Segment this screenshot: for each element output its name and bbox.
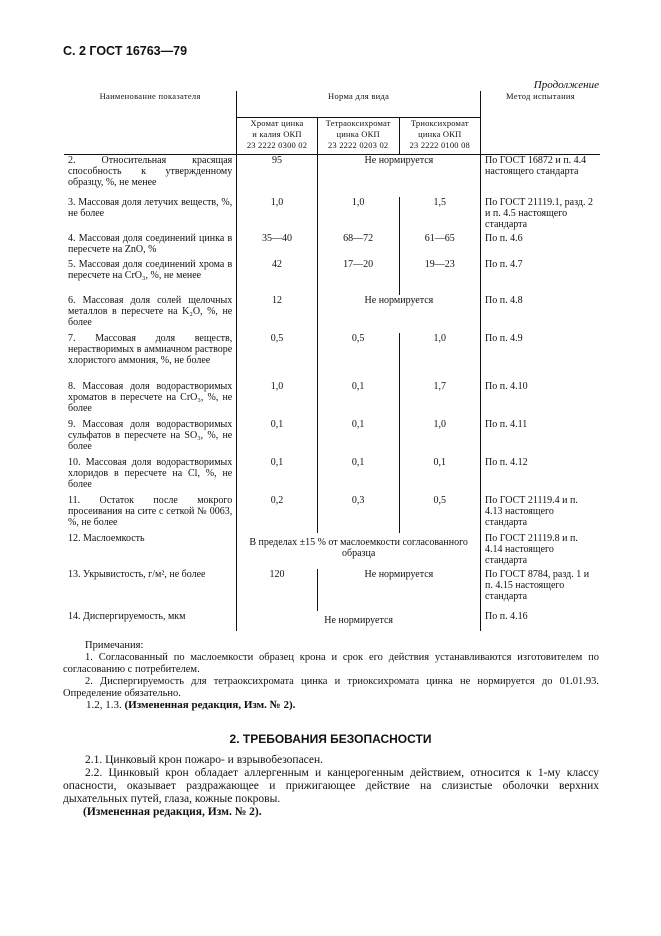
table-row (64, 381, 600, 419)
section-title: 2. ТРЕБОВАНИЯ БЕЗОПАСНОСТИ (229, 732, 432, 746)
norm-col-b: 0,1 (317, 419, 399, 457)
col-b-line2: цинка ОКП (336, 129, 380, 139)
indicator-name: 14. Диспергируемость, мкм (64, 611, 237, 631)
test-method: По п. 4.7 (481, 259, 600, 295)
test-method: По п. 4.10 (481, 381, 600, 419)
norm-col-a: 0,1 (270, 418, 284, 430)
norm-col-a: 1,0 (270, 196, 284, 208)
section-body (63, 754, 599, 819)
test-method: По п. 4.16 (481, 611, 600, 631)
col-a-line3: 23 2222 0300 02 (246, 140, 308, 150)
col-a-line2: и калия ОКП (252, 129, 302, 139)
indicator-name: 13. Укрывистость, г/м², не более (64, 569, 237, 611)
table-row (64, 419, 600, 457)
norm-col-c: 0,1 (399, 457, 481, 495)
indicator-name: 11. Остаток после мокрого просеивания на сите с сеткой № 0063, %, не более (64, 495, 237, 533)
paragraph-2-1: 2.1. Цинковый крон пожаро- и взрывобезопасен. (85, 754, 324, 766)
note-1: 1. Согласованный по маслоемкости образец крона и срок его действия устанавливаются изготовителем по согласованию с потребителем. (63, 652, 599, 675)
norm-col-b: 0,1 (317, 381, 399, 419)
table-row (64, 457, 600, 495)
norm-col-a: 0,2 (270, 494, 284, 506)
amendment-1 (86, 699, 295, 711)
amendment-1-ref: 1.2, 1.3. (86, 699, 122, 711)
test-method: По ГОСТ 16872 и п. 4.4 настоящего стандарта (481, 155, 600, 197)
col-b-line1: Тетраоксихромат (325, 118, 391, 128)
amendment-2: (Измененная редакция, Изм. № 2). (83, 806, 262, 818)
indicator-name: 12. Маслоемкость (64, 533, 237, 569)
table-row (64, 259, 600, 295)
table-row (64, 533, 600, 569)
note-2: 2. Диспергируемость для тетраоксихромата цинка и триоксихромата цинка не нормируется до 01.01.93. Определение обязательно. (63, 676, 599, 699)
indicator-name: 10. Массовая доля водорастворимых хлоридов в пересчете на Cl, %, не более (64, 457, 237, 495)
test-method: По п. 4.9 (481, 333, 600, 381)
indicator-name: 8. Массовая доля водорастворимых хроматов в пересчете на CrO₃, %, не более (64, 381, 237, 419)
table-row (64, 155, 600, 197)
header-method: Метод испытания (481, 91, 600, 155)
indicator-name: 3. Массовая доля летучих веществ, %, не более (64, 197, 237, 233)
indicator-name: 5. Массовая доля соединений хрома в пересчете на CrO₃, %, не менее (64, 259, 237, 295)
norm-merged: Не нормируется (317, 155, 480, 197)
norm-merged-all: В пределах ±15 % от маслоемкости согласованного образца (249, 536, 468, 559)
notes (63, 640, 599, 700)
norm-col-b: 68—72 (317, 233, 399, 259)
norm-merged-all: Не нормируется (324, 614, 394, 626)
header-col-c (399, 118, 481, 155)
norm-col-b: 17—20 (317, 259, 399, 295)
norm-col-c: 1,7 (399, 381, 481, 419)
test-method: По п. 4.12 (481, 457, 600, 495)
test-method: По ГОСТ 21119.4 и п. 4.13 настоящего стандарта (481, 495, 600, 533)
norm-col-a: 0,5 (270, 332, 284, 344)
table-row (64, 495, 600, 533)
header-col-a (237, 118, 318, 155)
norm-col-a: 35—40 (262, 232, 293, 244)
test-method: По ГОСТ 21119.1, разд. 2 и п. 4.5 настоящего стандарта (481, 197, 600, 233)
col-c-line2: цинка ОКП (418, 129, 462, 139)
table-row (64, 233, 600, 259)
col-c-line1: Триоксихромат (410, 118, 469, 128)
test-method: По п. 4.11 (481, 419, 600, 457)
amendment-1-text: (Измененная редакция, Изм. № 2). (124, 699, 296, 711)
page-header: С. 2 ГОСТ 16763—79 (63, 44, 188, 58)
norm-col-a: 1,0 (270, 380, 284, 392)
indicator-name: 7. Массовая доля веществ, нерастворимых в аммиачном растворе хлористого аммония, %, не более (64, 333, 237, 381)
indicators-table (64, 91, 600, 631)
test-method: По п. 4.6 (481, 233, 600, 259)
norm-col-c: 1,0 (399, 333, 481, 381)
col-a-line1: Хромат цинка (250, 118, 304, 128)
norm-col-a: 120 (269, 568, 285, 580)
norm-col-a: 0,1 (270, 456, 284, 468)
table-row (64, 333, 600, 381)
norm-col-c: 61—65 (399, 233, 481, 259)
indicator-name: 9. Массовая доля водорастворимых сульфатов в пересчете на SO₃, %, не более (64, 419, 237, 457)
norm-col-a: 12 (272, 294, 283, 306)
notes-title: Примечания: (85, 640, 144, 651)
table-row (64, 295, 600, 333)
indicator-name: 2. Относительная красящая способность к утвержденному образцу, %, не менее (64, 155, 237, 197)
paragraph-2-2: 2.2. Цинковый крон обладает аллергенным и канцерогенным действием, относится к 1-му классу опасности, оказывает раздражающее и прижигающее действие на слизистые оболочки верхних дыхательных путей, глаза, кожные покровы. (63, 767, 599, 805)
norm-col-c: 1,0 (399, 419, 481, 457)
norm-col-b: 0,5 (317, 333, 399, 381)
norm-col-c: 0,5 (399, 495, 481, 533)
test-method: По ГОСТ 8784, разд. 1 и п. 4.15 настоящего стандарта (481, 569, 600, 611)
norm-col-a: 95 (272, 155, 283, 166)
indicator-name: 6. Массовая доля солей щелочных металлов в пересчете на K₂O, %, не более (64, 295, 237, 333)
table-row (64, 611, 600, 631)
norm-merged: Не нормируется (317, 569, 480, 611)
norm-col-b: 0,3 (317, 495, 399, 533)
norm-col-c: 19—23 (399, 259, 481, 295)
norm-col-b: 0,1 (317, 457, 399, 495)
table-row (64, 569, 600, 611)
norm-col-a: 42 (272, 258, 283, 270)
col-b-line3: 23 2222 0203 02 (327, 140, 389, 150)
header-indicator-name: Наименование показателя (64, 91, 237, 155)
header-col-b (317, 118, 399, 155)
table-row (64, 197, 600, 233)
norm-col-c: 1,5 (399, 197, 481, 233)
indicator-name: 4. Массовая доля соединений цинка в пересчете на ZnO, % (64, 233, 237, 259)
continuation-label: Продолжение (533, 79, 599, 91)
norm-col-b: 1,0 (317, 197, 399, 233)
header-norm: Норма для вида (237, 91, 481, 118)
test-method: По ГОСТ 21119.8 и п. 4.14 настоящего стандарта (481, 533, 600, 569)
test-method: По п. 4.8 (481, 295, 600, 333)
norm-merged: Не нормируется (317, 295, 480, 333)
col-c-line3: 23 2222 0100 08 (409, 140, 470, 150)
